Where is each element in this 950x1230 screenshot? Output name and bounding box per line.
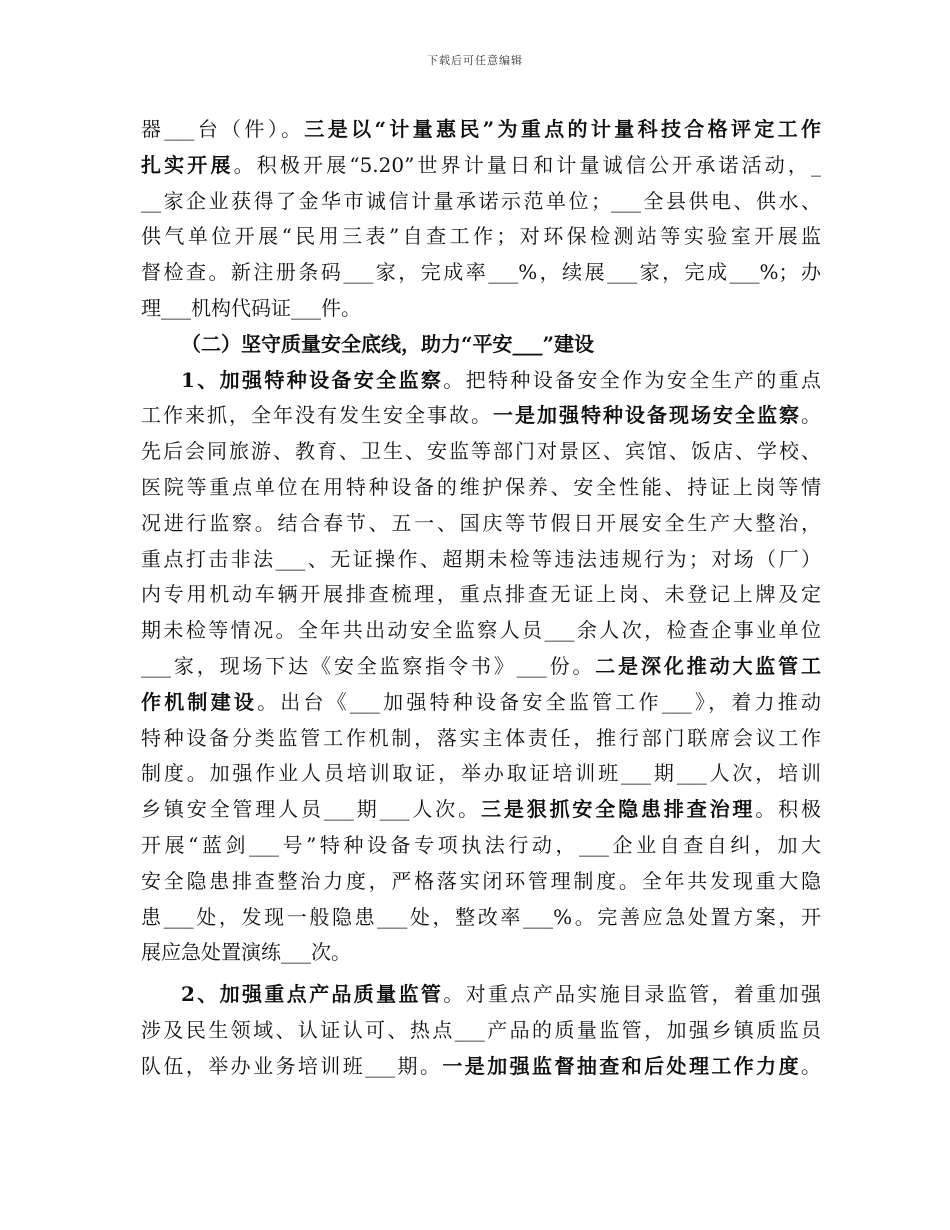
text-run: 。 [801,403,821,428]
paragraph-line [141,977,821,1013]
paragraph-line [141,685,821,721]
paragraph-line [141,398,821,434]
bold-run: 1、加强特种设备安全监察 [181,367,444,392]
bold-run: 三是以“计量惠民”为重点的计量科技合格评定工作 [304,117,821,141]
paragraph-line [141,1049,821,1085]
text-run: 。对重点产品实施目录监管，着重加强 [443,982,821,1007]
paragraph-line [141,649,821,685]
text-run: 。积极 [755,797,821,822]
paragraph-line: 开展“蓝剑___号”特种设备专项执法行动，___企业自查自纠，加大 [141,832,821,857]
document-body [141,112,821,1085]
paragraph-line: __家企业获得了金华市诚信计量承诺示范单位；___全县供电、供水、 [141,188,821,213]
paragraph-line: 制度。加强作业人员培训取证，举办取证培训班___期___人次，培训 [141,761,821,786]
bold-run: 一是加强监督抽查和后处理工作力度 [442,1053,802,1078]
paragraph-line: 督检查。新注册条码___家，完成率___%，续展___家，完成___%；办 [141,260,821,285]
text-run: 。积极开展“5.20”世界计量日和计量诚信公开承诺活动，_ [233,152,821,177]
paragraph-line: 患___处，发现一般隐患___处，整改率___%。完善应急处置方案，开 [141,904,821,929]
paragraph-line: 特种设备分类监管工作机制，落实主体责任，推行部门联席会议工作 [141,725,821,750]
bold-run: 三是狠抓安全隐患排查治理 [481,797,756,822]
text-run: 。出台《___加强特种设备安全监管工作___》，着力推动 [257,689,821,714]
bold-run: 二是深化推动大监管工 [595,653,821,678]
page-header: 下载后可任意编辑 [427,54,523,67]
text-run: 。 [801,1053,821,1078]
paragraph-line [141,792,821,828]
paragraph-line: 医院等重点单位在用特种设备的维护保养、安全性能、持证上岗等情 [141,474,821,499]
bold-run: 作机制建设 [141,689,258,714]
text-run: 。把特种设备安全作为安全生产的重点 [443,367,821,392]
paragraph-line: 内专用机动车辆开展排查梳理，重点排查无证上岗、未登记上牌及定 [141,582,821,607]
paragraph-line [141,112,821,148]
paragraph-line: 况进行监察。结合春节、五一、国庆等节假日开展安全生产大整治， [141,510,821,535]
paragraph-line: 理___机构代码证___件。 [141,295,361,320]
bold-run: 一是加强特种设备现场安全监察 [493,403,801,428]
text-run: 队伍，举办业务培训班___期。 [141,1053,443,1078]
text-run: 工作来抓，全年没有发生安全事故。 [141,403,493,428]
paragraph-line: 展应急处置演练___次。 [141,940,351,965]
paragraph-line: 涉及民生领域、认证认可、热点___产品的质量监管，加强乡镇质监员 [141,1017,821,1042]
paragraph-line [141,148,821,184]
paragraph-line: 供气单位开展“民用三表”自查工作；对环保检测站等实验室开展监 [141,224,821,249]
bold-run: 扎实开展 [141,152,234,177]
paragraph-line: 期未检等情况。全年共出动安全监察人员___余人次，检查企事业单位 [141,618,821,643]
bold-run: 2、加强重点产品质量监管 [181,982,444,1007]
paragraph-line: 先后会同旅游、教育、卫生、安监等部门对景区、宾馆、饭店、学校、 [141,439,821,464]
text-run: 器___台（件）。 [141,117,305,141]
paragraph-line [141,363,821,399]
paragraph-line: 重点打击非法___、无证操作、超期未检等违法违规行为；对场（厂） [141,546,821,571]
paragraph-line: 安全隐患排查整治力度，严格落实闭环管理制度。全年共发现重大隐 [141,868,821,893]
text-run: ___家，现场下达《安全监察指令书》___份。 [141,653,596,678]
section-heading: （二）坚守质量安全底线，助力“平安___”建设 [181,331,595,356]
text-run: 乡镇安全管理人员___期___人次。 [141,797,481,822]
